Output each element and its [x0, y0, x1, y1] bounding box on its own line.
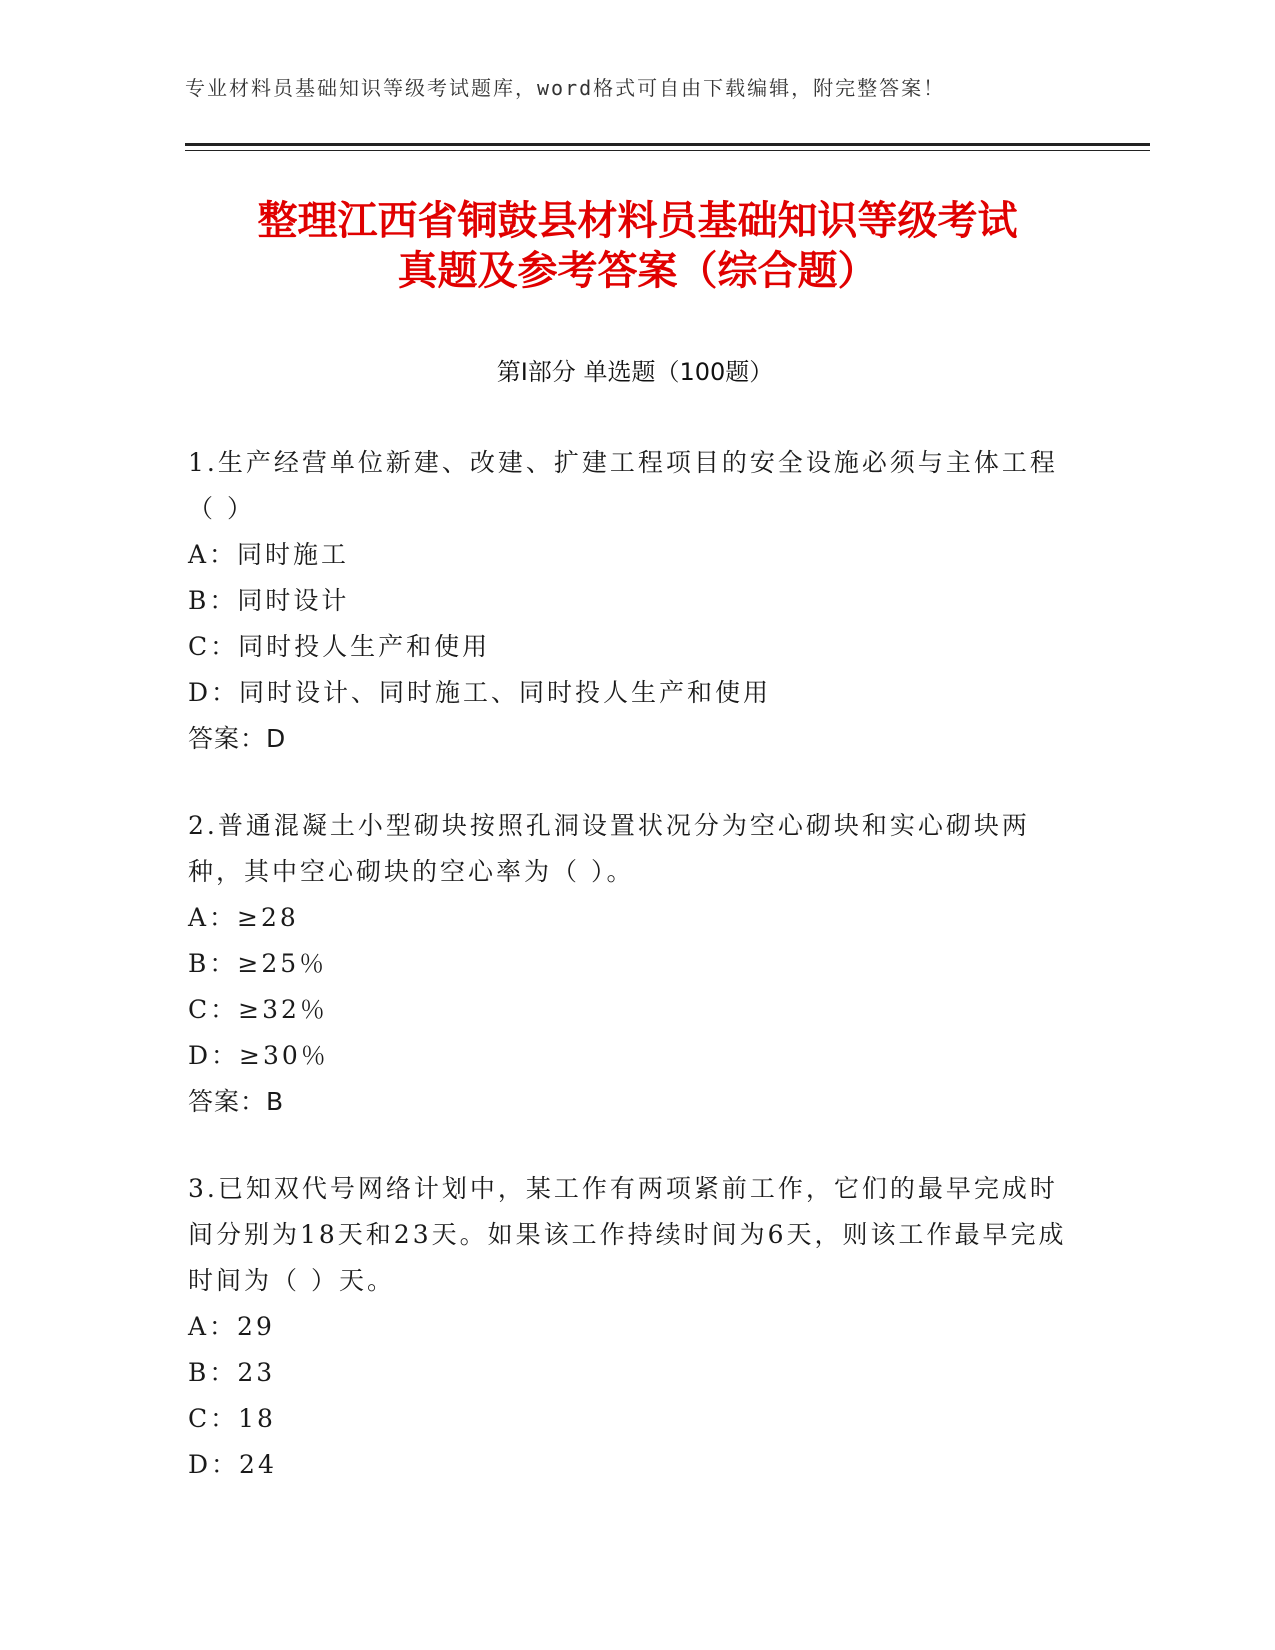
document-title [130, 196, 1145, 296]
option-d: D：24 [188, 1450, 277, 1479]
question-1 [188, 440, 1068, 762]
option-b: B：≥25％ [188, 949, 328, 978]
title-line-1: 整理江西省铜鼓县材料员基础知识等级考试 [257, 198, 1018, 244]
header-rule-thin [185, 150, 1150, 151]
option-c: C：18 [188, 1404, 276, 1433]
option-c: C：同时投人生产和使用 [188, 632, 491, 661]
option-d: D：≥30％ [188, 1041, 329, 1070]
option-b: B：23 [188, 1358, 276, 1387]
option-a: A：同时施工 [188, 540, 350, 569]
question-2 [188, 803, 1068, 1125]
page-header: 专业材料员基础知识等级考试题库，word格式可自由下载编辑，附完整答案！ [185, 76, 946, 100]
title-line-2: 真题及参考答案（综合题） [397, 248, 878, 294]
header-rule-thick [185, 143, 1150, 146]
option-d: D：同时设计、同时施工、同时投人生产和使用 [188, 678, 772, 707]
question-text: 3.已知双代号网络计划中，某工作有两项紧前工作，它们的最早完成时间分别为18天和23天。如果该工作持续时间为6天，则该工作最早完成时间为（ ）天。 [188, 1174, 1067, 1295]
option-a: A：29 [188, 1312, 275, 1341]
option-a: A：≥28 [188, 903, 299, 932]
option-c: C：≥32％ [188, 995, 328, 1024]
option-b: B：同时设计 [188, 586, 350, 615]
answer: 答案：B [188, 1087, 285, 1116]
answer: 答案：D [188, 724, 287, 753]
question-3 [188, 1166, 1068, 1488]
question-text: 1.生产经营单位新建、改建、扩建工程项目的安全设施必须与主体工程（ ） [188, 448, 1058, 523]
section-heading: 第Ⅰ部分 单选题（100题） [496, 358, 774, 386]
question-text: 2.普通混凝土小型砌块按照孔洞设置状况分为空心砌块和实心砌块两种，其中空心砌块的空心率为（ ）。 [188, 811, 1030, 886]
